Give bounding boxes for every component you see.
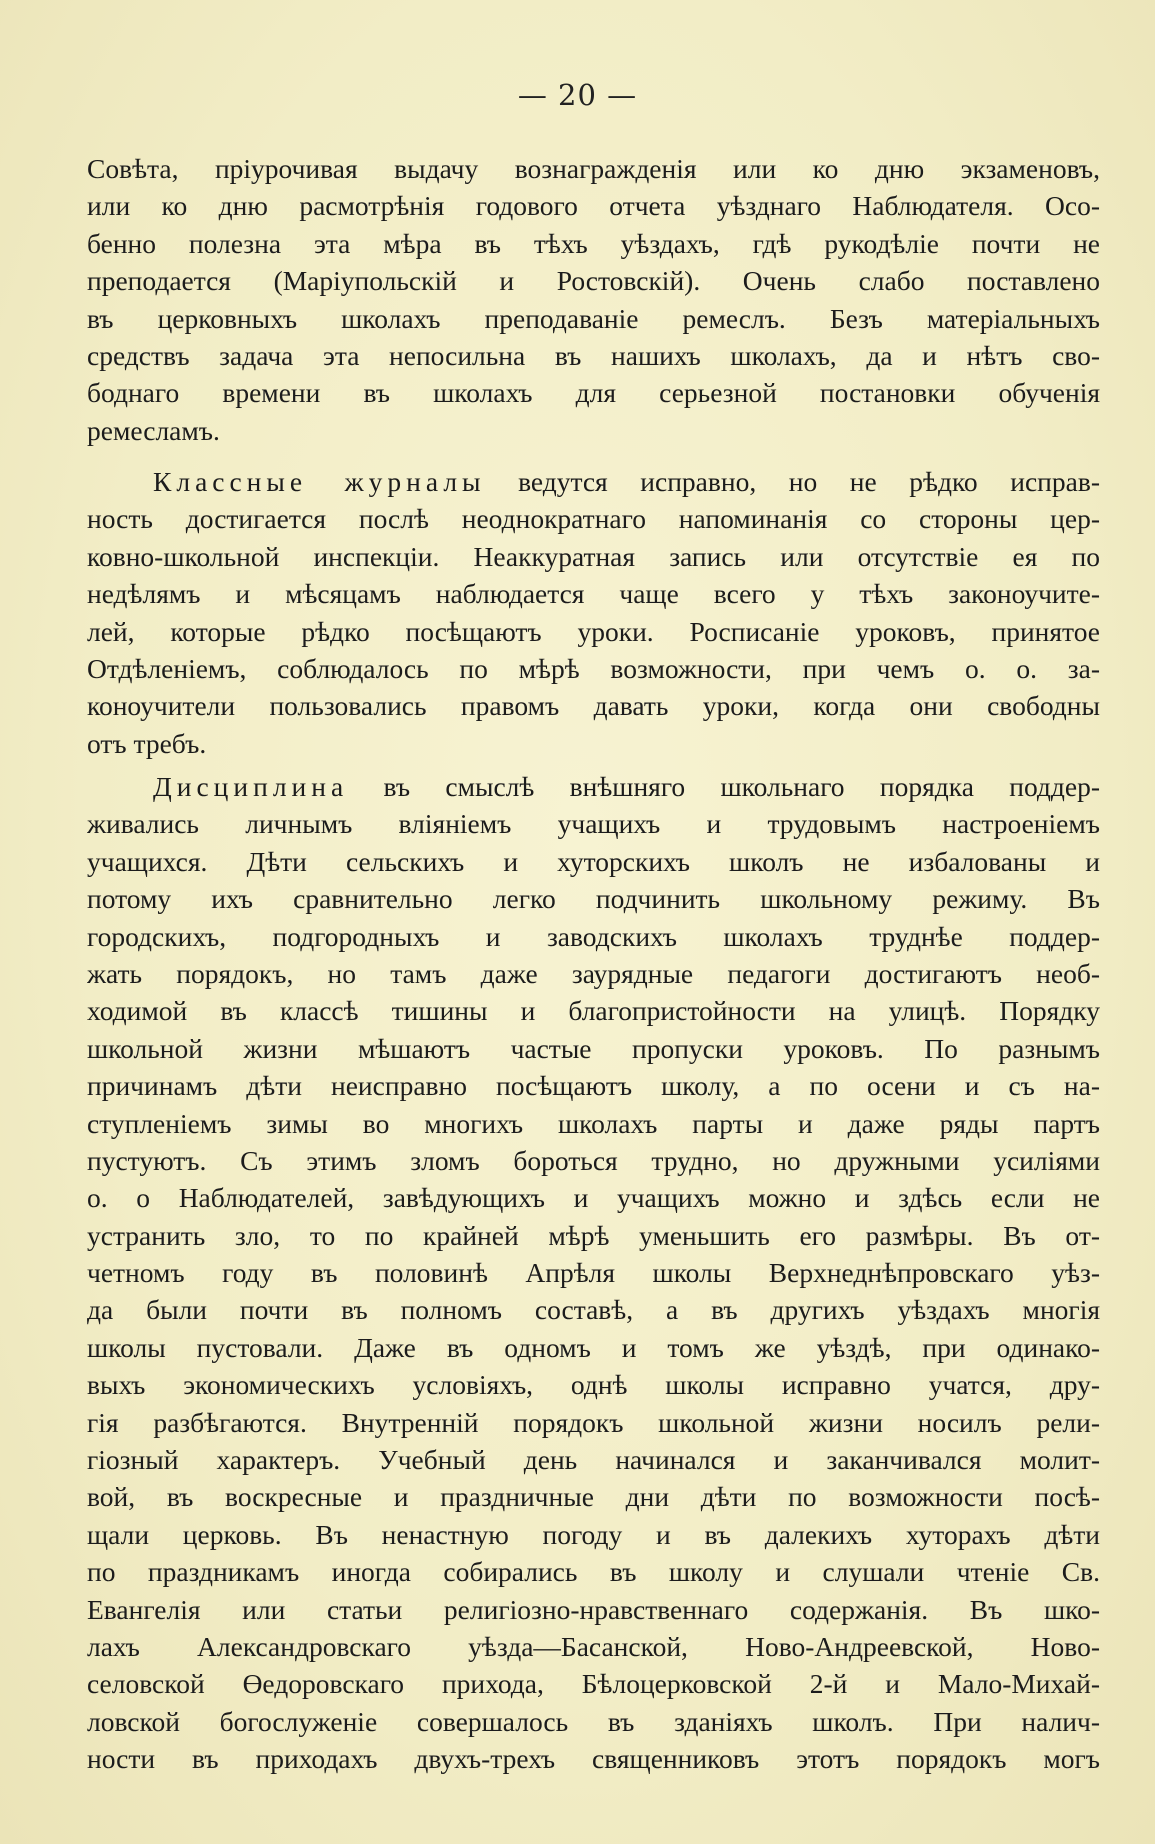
text-line: ловской богослуженіе совершалось въ зданіяхъ школъ. При налич-	[87, 1705, 1100, 1737]
text-line: лей, которые рѣдко посѣщаютъ уроки. Росписаніе уроковъ, принятое	[87, 615, 1100, 647]
text-line: живались личнымъ вліяніемъ учащихъ и трудовымъ настроеніемъ	[87, 808, 1100, 840]
text-line: Евангелія или статьи религіозно-нравственнаго содержанія. Въ шко-	[87, 1593, 1100, 1625]
text-line: селовской Өедоровскаго прихода, Бѣлоцерковской 2-й и Мало-Михай-	[87, 1668, 1100, 1700]
text-line: четномъ году въ половинѣ Апрѣля школы Верхнеднѣпровскаго уѣз-	[87, 1257, 1100, 1289]
page-number: — 20 —	[517, 78, 638, 112]
text-line: Отдѣленіемъ, соблюдалось по мѣрѣ возможности, при чемъ о. о. за-	[87, 652, 1100, 684]
text-line: недѣлямъ и мѣсяцамъ наблюдается чаще всего у тѣхъ законоучите-	[87, 578, 1100, 610]
text-line: причинамъ дѣти неисправно посѣщаютъ школу, а по осени и съ на-	[87, 1070, 1100, 1102]
text-line: въ церковныхъ школахъ преподаваніе ремеслъ. Безъ матеріальныхъ	[87, 302, 1100, 334]
text-line: средствъ задача эта непосильна въ нашихъ школахъ, да и нѣтъ сво-	[87, 339, 1100, 371]
text-line: школьной жизни мѣшаютъ частые пропуски уроковъ. По разнымъ	[87, 1032, 1100, 1064]
text-line: ходимой въ классѣ тишины и благопристойности на улицѣ. Порядку	[87, 995, 1100, 1027]
text-line: лахъ Александровскаго уѣзда—Басанской, Ново-Андреевской, Ново-	[87, 1630, 1100, 1662]
text-line: гіозный характеръ. Учебный день начинался и заканчивался молит-	[87, 1444, 1100, 1476]
paragraph-rukodelie	[87, 150, 1100, 449]
text-line: ремесламъ.	[87, 414, 220, 446]
spaced-heading: Дисциплина	[153, 771, 349, 802]
text-line: учащихся. Дѣти сельскихъ и хуторскихъ школъ не избалованы и	[87, 845, 1100, 877]
text-line: вой, въ воскресные и праздничные дни дѣти по возможности посѣ-	[87, 1481, 1100, 1513]
text-line: ности въ приходахъ двухъ-трехъ священниковъ этотъ порядокъ могъ	[87, 1743, 1100, 1775]
text-line: городскихъ, подгородныхъ и заводскихъ школахъ труднѣе поддер-	[87, 920, 1100, 952]
text-line	[87, 768, 1100, 805]
text-line: или ко дню расмотрѣнія годового отчета уѣзднаго Наблюдателя. Осо-	[87, 190, 1100, 222]
text-line: бенно полезна эта мѣра въ тѣхъ уѣздахъ, гдѣ рукодѣліе почти не	[87, 227, 1100, 259]
text-line: жать порядокъ, но тамъ даже заурядные педагоги достигаютъ необ-	[87, 957, 1100, 989]
text-line: выхъ экономическихъ условіяхъ, однѣ школы исправно учатся, дру-	[87, 1369, 1100, 1401]
text-line: устранить зло, то по крайней мѣрѣ уменьшить его размѣры. Въ от-	[87, 1219, 1100, 1251]
text-line: по праздникамъ иногда собирались въ школу и слушали чтеніе Св.	[87, 1556, 1100, 1588]
text-line: да были почти въ полномъ составѣ, а въ другихъ уѣздахъ многія	[87, 1294, 1100, 1326]
text-line: ступленіемъ зимы во многихъ школахъ парты и даже ряды партъ	[87, 1107, 1100, 1139]
text-line-rest: ведутся исправно, но не рѣдко исправ-	[485, 466, 1100, 497]
text-line: школы пустовали. Даже въ одномъ и томъ же уѣздѣ, при одинако-	[87, 1331, 1100, 1363]
paragraph-klassnye-zhurnaly	[87, 463, 1100, 762]
text-line: гія разбѣгаются. Внутренній порядокъ школьной жизни носилъ рели-	[87, 1406, 1100, 1438]
text-line: ность достигается послѣ неоднократнаго напоминанія со стороны цер-	[87, 503, 1100, 535]
text-line: ковно-школьной инспекціи. Неаккуратная запись или отсутствіе ея по	[87, 540, 1100, 572]
text-line: преподается (Маріупольскій и Ростовскій). Очень слабо поставлено	[87, 265, 1100, 297]
text-line: Совѣта, пріурочивая выдачу вознагражденія или ко дню экзаменовъ,	[87, 153, 1100, 184]
text-line-rest: въ смыслѣ внѣшняго школьнаго порядка поддер-	[348, 771, 1100, 802]
text-line: щали церковь. Въ ненастную погоду и въ далекихъ хуторахъ дѣти	[87, 1518, 1100, 1550]
text-line: боднаго времени въ школахъ для серьезной постановки обученія	[87, 377, 1100, 409]
paragraph-distsiplina	[87, 768, 1100, 1778]
spaced-heading: Классные журналы	[153, 466, 486, 497]
text-line: отъ требъ.	[87, 727, 207, 759]
text-line	[87, 463, 1100, 500]
text-line: пустуютъ. Съ этимъ зломъ бороться трудно, но дружными усиліями	[87, 1144, 1100, 1176]
text-line: коноучители пользовались правомъ давать уроки, когда они свободны	[87, 690, 1100, 722]
text-line: о. о Наблюдателей, завѣдующихъ и учащихъ можно и здѣсь если не	[87, 1182, 1100, 1214]
text-line: потому ихъ сравнительно легко подчинить школьному режиму. Въ	[87, 883, 1100, 915]
